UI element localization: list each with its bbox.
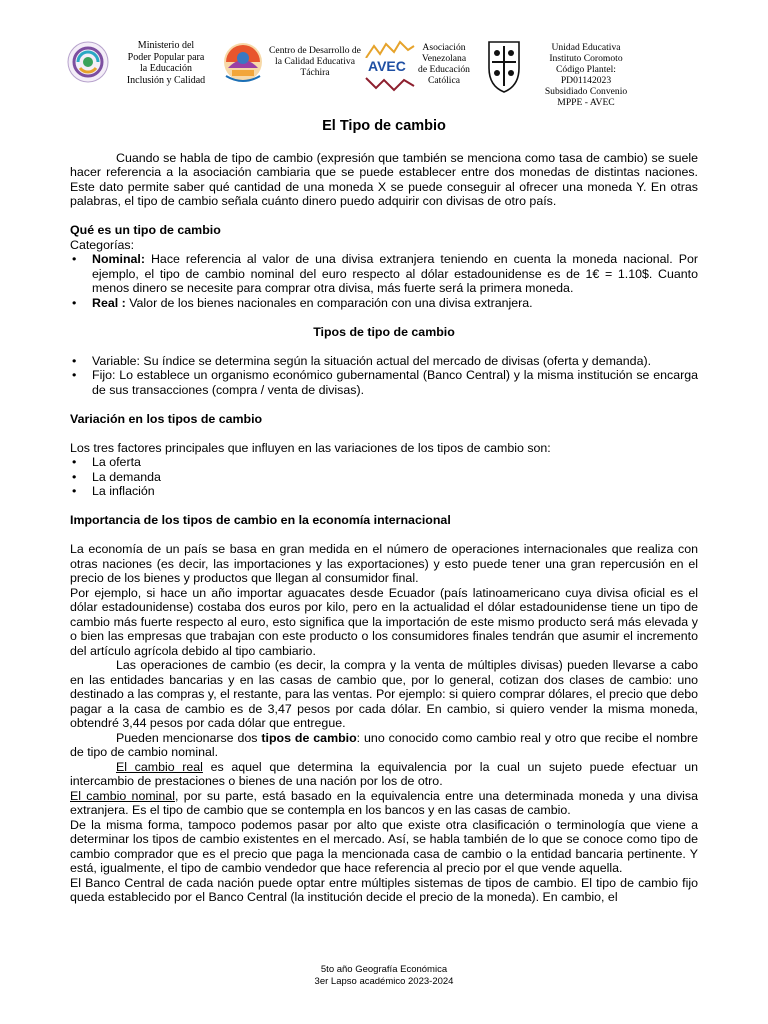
paragraph: De la misma forma, tampoco podemos pasar por alto que existe otra clasificación o terminología que viene a determinar los tipos de cambio existentes en el mercado. Así, se habla también de lo que se conoce como tipo de cambio comprador que es el precio que paga la mencionada casa de cambio o la entidad bancaria pertinente. Y está, igualmente, el tipo de cambio vendedor que hace referencia al precio por el que vende aquella.: [70, 817, 698, 875]
section-heading-importancia: Importancia de los tipos de cambio en la economía internacional: [70, 513, 451, 527]
nominal-text: Hace referencia al valor de una divisa extranjera teniendo en cuenta la moneda nacional. Por ejemplo, el tipo de cambio nominal del euro respecto al dólar estadounidense es de 1€ = 1.10$. Cuanto menos dinero se necesite para comprar otra divisa, más fuerte será la primera moneda.: [92, 252, 698, 295]
centro-logo-icon: [222, 38, 264, 86]
unidad-line: MPPE - AVEC: [557, 97, 615, 108]
list-item: • La demanda: [70, 470, 698, 485]
list-item: • Variable: Su índice se determina según la situación actual del mercado de divisas (oferta y demanda).: [70, 354, 698, 369]
ministry-line: Poder Popular para: [127, 51, 205, 63]
avec-logo-icon: [364, 38, 416, 92]
asociacion-line: Católica: [428, 75, 460, 86]
list-item: • La oferta: [70, 455, 698, 470]
categorias-list: [70, 252, 698, 310]
centro-block: [222, 38, 364, 86]
list-item: • Fijo: Lo establece un organismo económico gubernamental (Banco Central) y la misma institución se encarga de sus transacciones (compra / venta de divisas).: [70, 368, 698, 397]
centro-line: Centro de Desarrollo de: [269, 45, 361, 56]
text-run: es aquel que determina la equivalencia por la cual un sujeto puede efectuar un intercambio de prestaciones o bienes de una nación por los de otro.: [70, 759, 698, 788]
asociacion-line: Venezolana: [421, 53, 467, 64]
asociacion-text: [416, 42, 472, 86]
letterhead: [66, 38, 706, 108]
asociacion-line: de Educación: [418, 64, 470, 75]
section-heading-variacion: Variación en los tipos de cambio: [70, 411, 263, 426]
avec-logo-text: AVEC: [368, 58, 406, 74]
section-heading-tipos: Tipos de tipo de cambio: [313, 324, 455, 339]
ministry-text: [114, 40, 218, 86]
asociacion-line: Asociación: [422, 42, 466, 53]
ministry-line: Inclusión y Calidad: [126, 74, 206, 86]
paragraph: [70, 760, 698, 789]
avec-block: [364, 38, 472, 92]
paragraph: La economía de un país se basa en gran medida en el número de operaciones internacionales que realiza con otras naciones (es decir, las importaciones y las exportaciones) y esto puede tener una gran repercusión en el precio de los bienes y productos que llegan al consumidor final.: [70, 542, 698, 585]
paragraph: [70, 731, 698, 760]
footer-line: 3er Lapso académico 2023-2024: [314, 976, 454, 987]
nominal-label: Nominal:: [92, 252, 146, 266]
paragraph: [70, 789, 698, 818]
ministry-logo-icon: [66, 40, 110, 84]
document-body: [70, 119, 698, 905]
school-shield-icon: [486, 38, 522, 94]
unidad-line: Código Plantel: PD01142023: [556, 64, 616, 86]
section-heading-que-es: Qué es un tipo de cambio: [70, 223, 221, 237]
list-item: • La inflación: [70, 484, 698, 499]
categorias-label: Categorías:: [70, 237, 135, 252]
list-item: [70, 296, 698, 311]
page-title: El Tipo de cambio: [322, 118, 446, 134]
text-run: , por su parte, está basado en la equivalencia entre una determinada moneda y una divisa extranjera. Es el tipo de cambio que se contempla en los bancos y en las casas de cambio.: [70, 788, 698, 817]
text-run: : uno conocido como cambio real y otro que recibe el nombre de tipo de cambio nominal.: [70, 730, 699, 759]
footer-line: 5to año Geografía Económica: [320, 964, 448, 975]
centro-line: Táchira: [300, 67, 330, 78]
real-label: Real :: [92, 295, 126, 310]
factores-list: [70, 455, 698, 499]
real-text: Valor de los bienes nacionales en comparación con una divisa extranjera.: [125, 295, 533, 310]
unidad-block: [486, 38, 642, 108]
tipos-list: [70, 354, 698, 398]
ministry-line: Ministerio del: [137, 40, 195, 51]
page-footer: [0, 964, 768, 988]
bold-run: tipos de cambio: [261, 730, 357, 745]
ministry-line: la Educación: [140, 63, 192, 74]
list-item: [70, 252, 698, 296]
variacion-intro: Los tres factores principales que influyen en las variaciones de los tipos de cambio son:: [70, 440, 551, 455]
underlined-run: El cambio real: [116, 759, 203, 774]
unidad-text: [530, 42, 642, 108]
paragraph: Por ejemplo, si hace un año importar aguacates desde Ecuador (país latinoamericano cuya divisa oficial es el dólar estadounidense) costaba dos euros por kilo, pero en la actualidad el dólar estadounidense tiene un tipo de cambio más fuerte respecto al euro, esto significa que la importación de este mismo producto será más elevada y o bien las empresas que trabajan con este producto o los consumidores finales tendrán que asumir el incremento del artículo agrícola debido al tipo cambiario.: [70, 585, 698, 658]
centro-text: [266, 45, 364, 78]
paragraph: El Banco Central de cada nación puede optar entre múltiples sistemas de tipos de cambio. El tipo de cambio fijo queda establecido por el Banco Central (la institución decide el precio de la moneda). En cambio, el: [70, 875, 698, 904]
intro-paragraph: Cuando se habla de tipo de cambio (expresión que también se menciona como tasa de cambio) se suele hacer referencia a la asociación cambiaria que se puede establecer entre dos monedas de distintas naciones. Este dato permite saber qué cantidad de una moneda X se puede conseguir al ofrecer una moneda Y. En otras palabras, el tipo de cambio señala cuánto dinero puedo adquirir con divisas de otro país.: [70, 150, 698, 208]
paragraph: Las operaciones de cambio (es decir, la compra y la venta de múltiples divisas) pueden llevarse a cabo en las entidades bancarias y en las casas de cambio que, por lo general, cotizan dos clases de cambio: uno destinado a las compras y, el restante, para las ventas. Por ejemplo: si quiero comprar dólares, el precio que debo pagar a la casa de cambio es de 3,47 pesos por cada dólar. En cambio, si quiero vender la misma moneda, obtendré 3,44 pesos por cada dólar que entregue.: [70, 658, 698, 730]
text-run: Pueden mencionarse dos: [116, 730, 262, 745]
underlined-run: El cambio nominal: [70, 788, 175, 803]
ministry-block: [66, 38, 218, 86]
unidad-line: Instituto Coromoto: [549, 53, 623, 64]
centro-line: la Calidad Educativa: [275, 56, 355, 67]
unidad-line: Unidad Educativa: [551, 42, 621, 53]
unidad-line: Subsidiado Convenio: [544, 86, 628, 97]
